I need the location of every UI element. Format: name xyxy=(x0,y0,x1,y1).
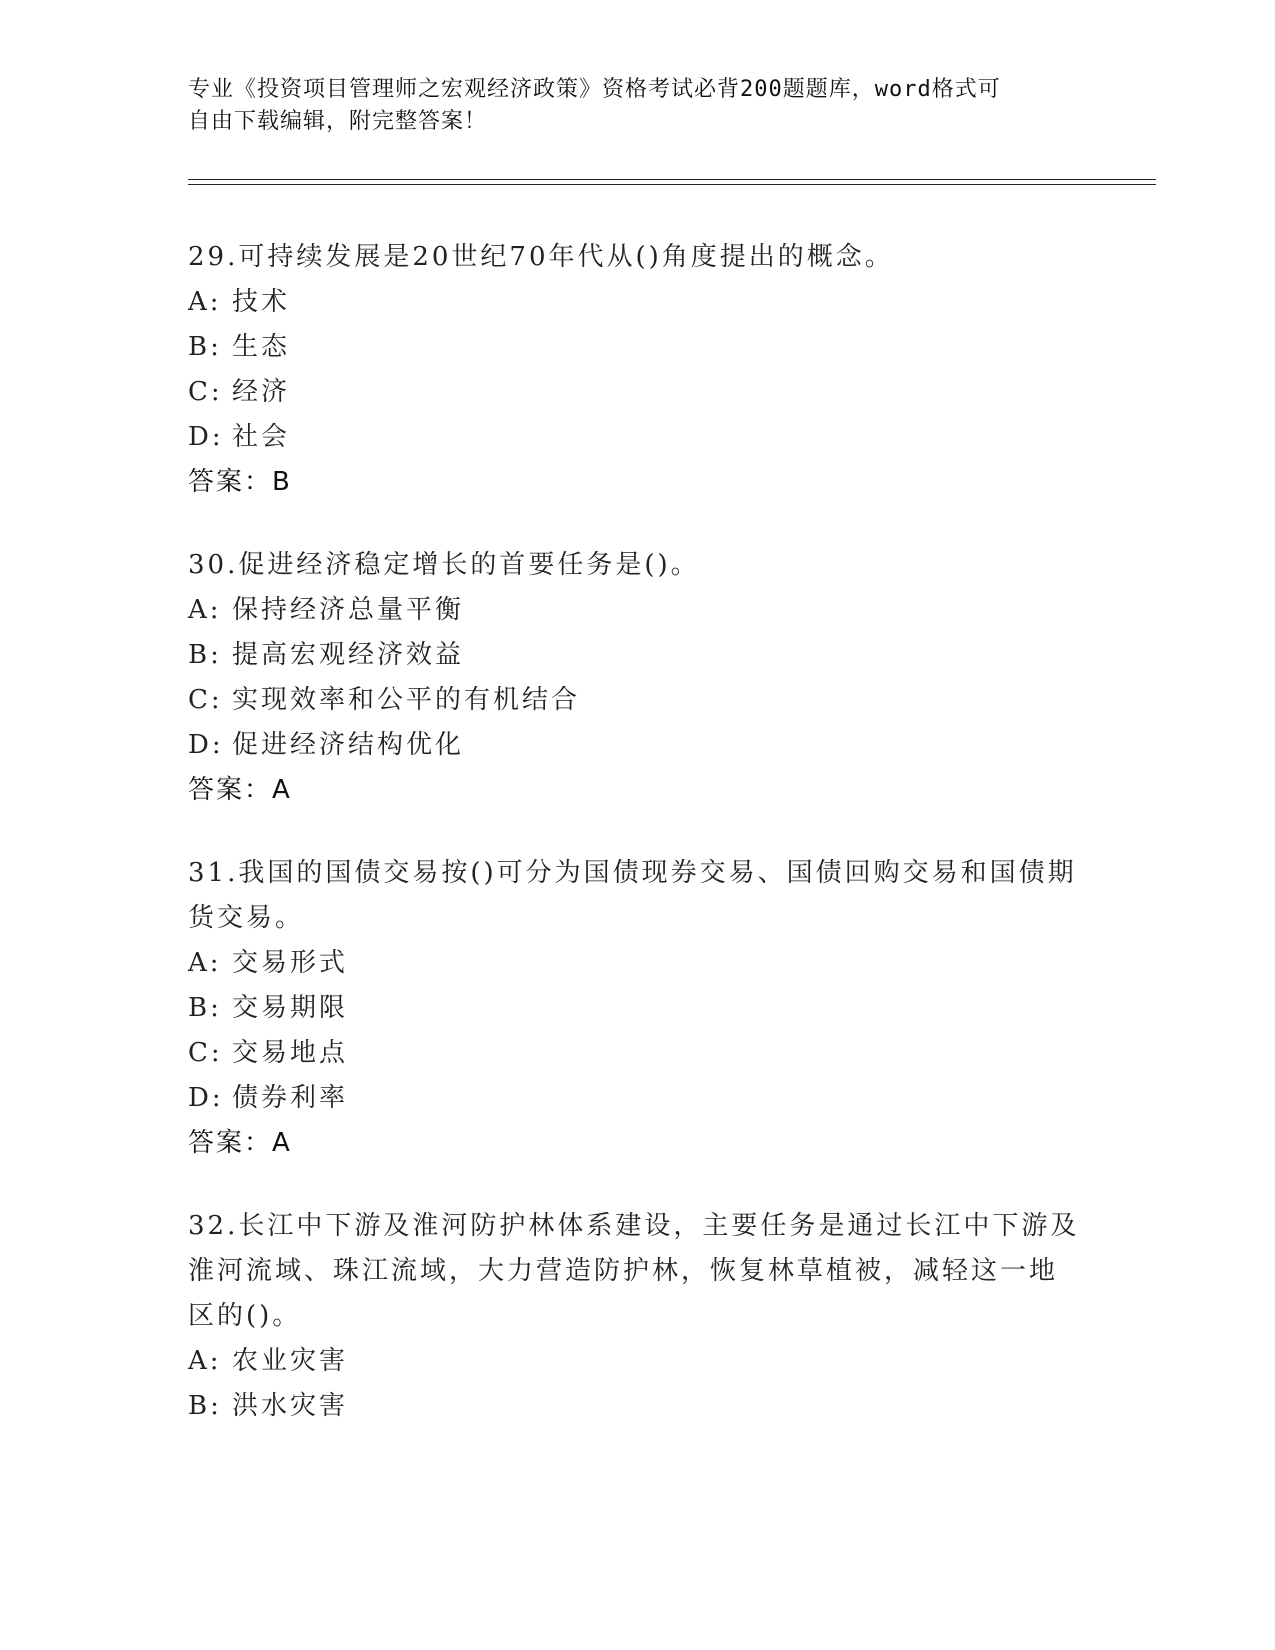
document-header xyxy=(188,74,1068,138)
option-key: C: xyxy=(188,377,223,407)
option-c xyxy=(188,678,1088,723)
stem-line: 货交易。 xyxy=(188,903,305,933)
option-key: A: xyxy=(188,948,222,978)
answer-line: 答案：A xyxy=(188,775,292,805)
option-a xyxy=(188,941,1088,986)
stem-line: 30.促进经济稳定增长的首要任务是()。 xyxy=(188,550,700,580)
option-text: 生态 xyxy=(232,332,291,362)
option-b xyxy=(188,325,1088,370)
option-key: D: xyxy=(188,730,224,760)
option-c xyxy=(188,370,1088,415)
question-stem xyxy=(188,235,1088,280)
header-line-2: 自由下载编辑，附完整答案！ xyxy=(188,109,488,134)
option-text: 交易形式 xyxy=(232,948,349,978)
option-key: B: xyxy=(188,1391,222,1421)
answer-line: 答案：A xyxy=(188,1128,292,1158)
option-d xyxy=(188,723,1088,768)
stem-line: 区的()。 xyxy=(188,1301,302,1331)
option-c xyxy=(188,1031,1088,1076)
header-line-1: 专业《投资项目管理师之宏观经济政策》资格考试必背200题题库，word格式可 xyxy=(188,77,1001,102)
option-key: D: xyxy=(188,1083,224,1113)
option-key: B: xyxy=(188,640,222,670)
stem-line: 31.我国的国债交易按()可分为国债现券交易、国债回购交易和国债期 xyxy=(188,858,1077,888)
option-a xyxy=(188,588,1088,633)
option-b xyxy=(188,986,1088,1031)
stem-line: 淮河流域、珠江流域，大力营造防护林，恢复林草植被，减轻这一地 xyxy=(188,1256,1059,1286)
option-text: 交易期限 xyxy=(232,993,349,1023)
option-text: 经济 xyxy=(232,377,291,407)
option-key: A: xyxy=(188,287,222,317)
option-b xyxy=(188,1384,1088,1429)
question-stem xyxy=(188,1204,1088,1339)
header-divider-top xyxy=(188,179,1156,180)
question-31 xyxy=(188,851,1088,1166)
option-key: A: xyxy=(188,595,222,625)
option-text: 洪水灾害 xyxy=(232,1391,349,1421)
question-stem xyxy=(188,851,1088,941)
option-text: 债券利率 xyxy=(232,1083,349,1113)
option-key: B: xyxy=(188,332,222,362)
stem-line: 32.长江中下游及淮河防护林体系建设，主要任务是通过长江中下游及 xyxy=(188,1211,1080,1241)
option-d xyxy=(188,1076,1088,1121)
question-30 xyxy=(188,543,1088,813)
stem-line: 29.可持续发展是20世纪70年代从()角度提出的概念。 xyxy=(188,242,894,272)
question-stem xyxy=(188,543,1088,588)
option-text: 社会 xyxy=(232,422,291,452)
option-text: 农业灾害 xyxy=(232,1346,349,1376)
option-b xyxy=(188,633,1088,678)
option-key: C: xyxy=(188,1038,223,1068)
option-key: B: xyxy=(188,993,222,1023)
answer-line: 答案：B xyxy=(188,467,292,497)
question-32 xyxy=(188,1204,1088,1429)
option-text: 提高宏观经济效益 xyxy=(232,640,465,670)
option-key: A: xyxy=(188,1346,222,1376)
option-text: 技术 xyxy=(232,287,291,317)
option-text: 保持经济总量平衡 xyxy=(232,595,465,625)
option-key: C: xyxy=(188,685,223,715)
question-list xyxy=(188,235,1088,1467)
header-divider-bottom xyxy=(188,184,1156,185)
option-key: D: xyxy=(188,422,224,452)
option-a xyxy=(188,280,1088,325)
question-29 xyxy=(188,235,1088,505)
option-text: 促进经济结构优化 xyxy=(232,730,465,760)
option-text: 交易地点 xyxy=(232,1038,349,1068)
option-a xyxy=(188,1339,1088,1384)
option-text: 实现效率和公平的有机结合 xyxy=(232,685,581,715)
option-d xyxy=(188,415,1088,460)
